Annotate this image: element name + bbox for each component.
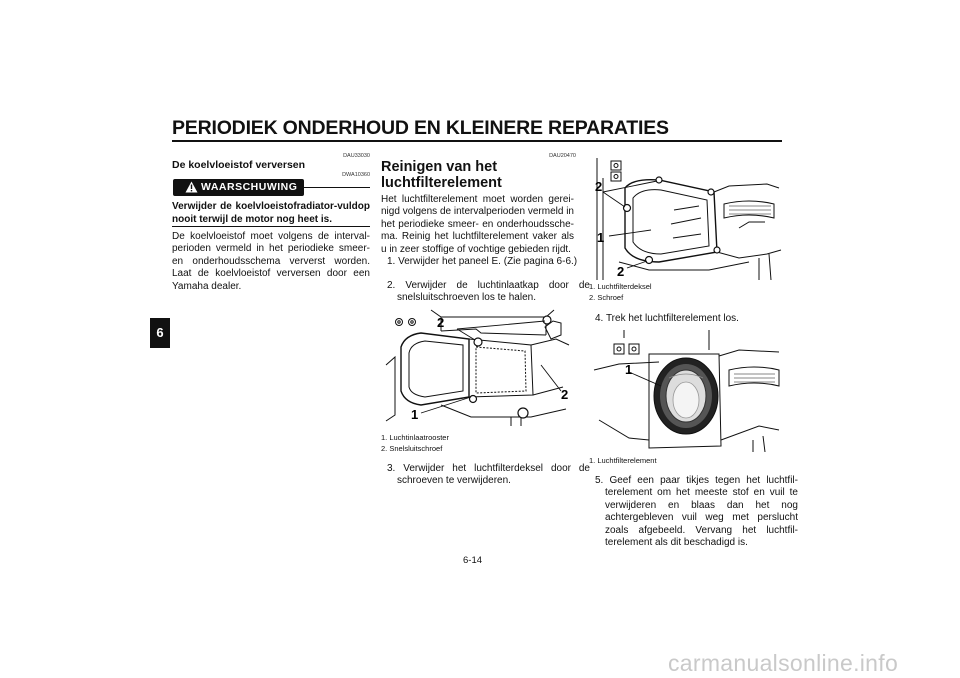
step-3: 3. Verwijder het luchtfilterdeksel door de schroeven te verwijderen. [387,463,590,487]
warning-text: Verwijder de koelvloeistofradiator-vuldop nooit terwijl de motor nog heet is. [172,201,370,225]
callout-1: 1 [411,407,419,422]
page-number: 6-14 [463,555,483,566]
page-title: PERIODIEK ONDERHOUD EN KLEINERE REPARATIES [172,117,669,139]
coolant-heading: De koelvloeistof verversen [172,159,306,171]
figure2-caption-2: 2. Schroef [589,293,624,302]
step-4: 4. Trek het luchtfilterelement los. [595,313,739,324]
header-divider [172,140,782,142]
step-5: 5. Geef een paar tikjes tegen het luchtfil-terelement om het meeste stof en vuil te verwijderen en blaas dan het nog achtergebleven vuil weg met perslucht zoals afgebeeld. Vervang het luchtfil-terelement als dit beschadigd is. [595,475,798,549]
figure-filter-element [589,330,782,452]
coolant-body: De koelvloeistof moet volgens de interval-perioden vermeld in het periodieke smeer- en onderhoudsschema ververst worden. Laat de koelvloeistof verversen door een Yamaha dealer. [172,231,370,292]
air-filter-heading: Reinigen van het luchtfilterelement [381,159,502,191]
callout-1: 1 [597,230,605,245]
section-code: DAU33030 [343,153,370,159]
callout-1: 1 [625,362,633,377]
figure-filter-cover [589,158,782,280]
warning-label: WAARSCHUWING [201,181,298,193]
filter-cover-illustration [589,158,782,280]
figure1-caption-1: 1. Luchtinlaatrooster [381,433,449,442]
figure1-caption-2: 2. Snelsluitschroef [381,444,443,453]
warning-rule [304,187,370,188]
air-intake-illustration [381,305,574,426]
callout-2a: 2 [595,179,603,194]
step-2: 2. Verwijder de luchtinlaatkap door de snelsluitschroeven los te halen. [387,280,590,304]
watermark: carmanualsonline.info [668,650,899,676]
figure-air-intake [381,305,574,426]
filter-element-illustration [589,330,782,452]
callout-2b: 2 [617,264,625,279]
air-filter-intro: Het luchtfilterelement moet worden gerei-nigd volgens de intervalperioden vermeld in het periodieke smeer- en onderhoudssche-ma. Reinig het luchtfilterelement vaker als u in zeer stoffige of vochtige gebieden rijdt. [381,194,574,255]
callout-2a: 2 [437,315,445,330]
section-code-air-filter: DAU20470 [549,153,576,159]
figure2-caption-1: 1. Luchtfilterdeksel [589,282,652,291]
warning-bottom-rule [172,226,370,227]
chapter-tab: 6 [150,318,170,348]
figure3-caption-1: 1. Luchtfilterelement [589,456,657,465]
warning-triangle-icon [185,181,198,196]
warning-code: DWA10360 [342,172,370,178]
callout-2b: 2 [561,387,569,402]
step-1: 1. Verwijder het paneel E. (Zie pagina 6-6.) [387,256,578,267]
warning-badge [173,179,304,196]
